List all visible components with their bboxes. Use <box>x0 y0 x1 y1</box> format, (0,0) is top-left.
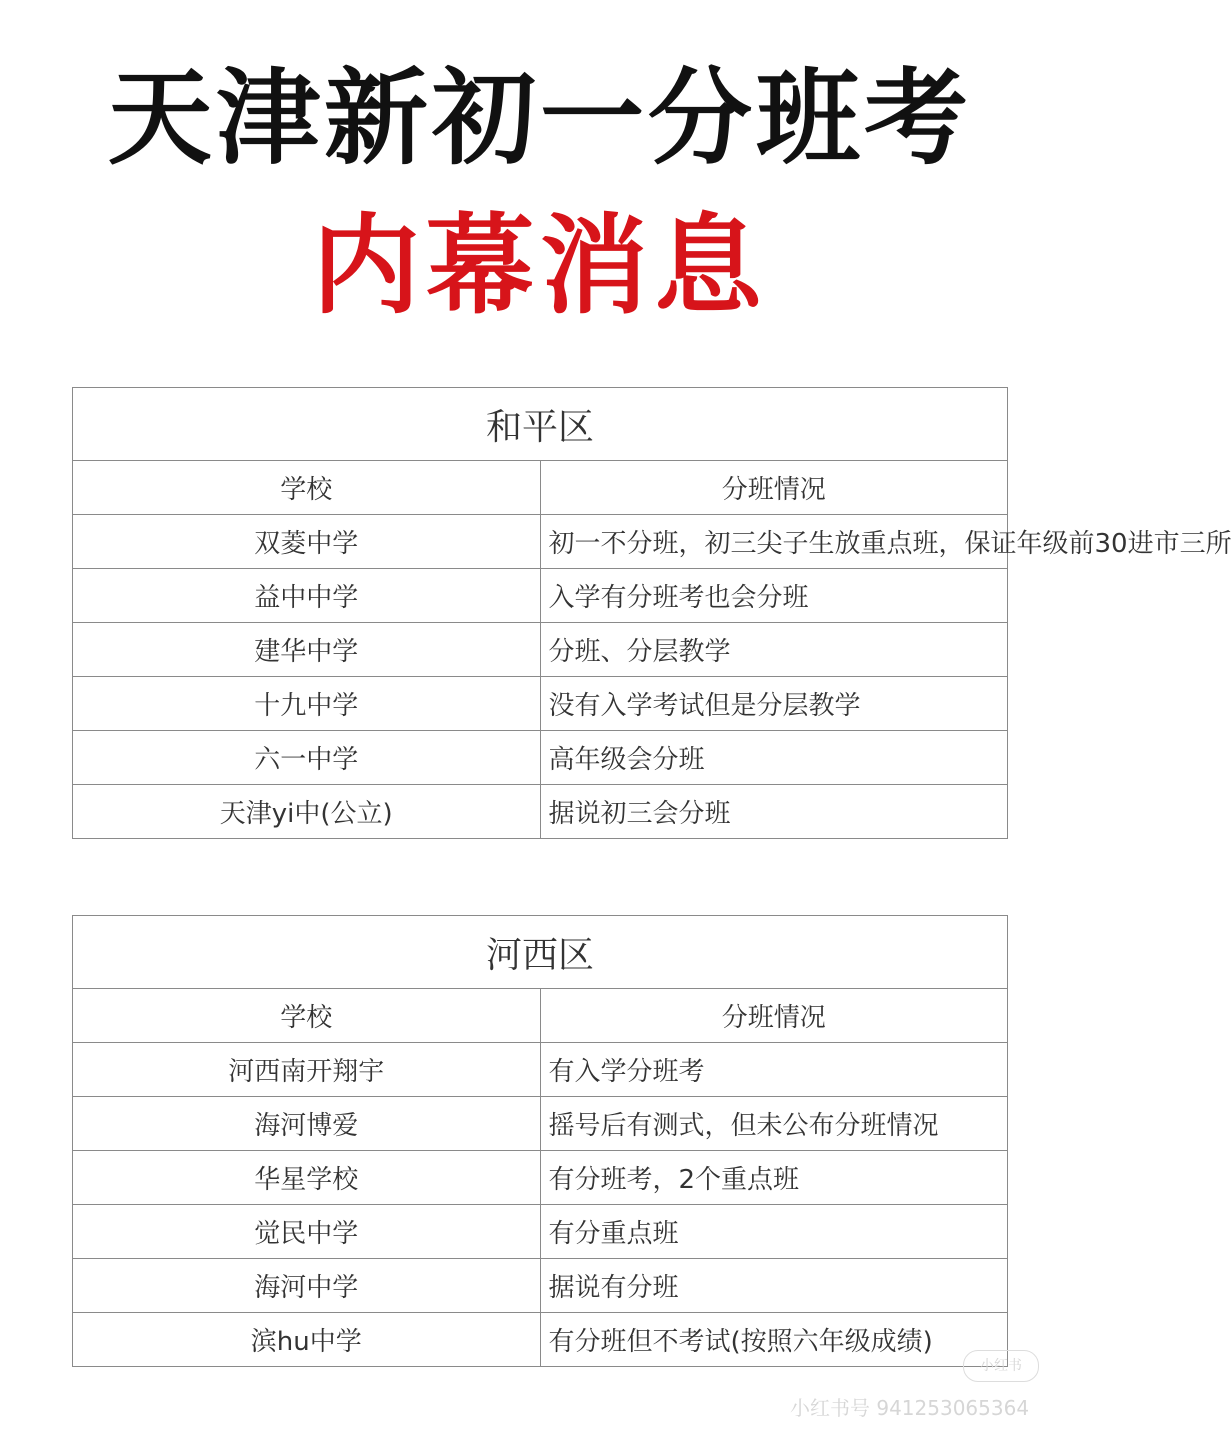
school-cell: 双菱中学 <box>73 515 541 569</box>
column-header-info: 分班情况 <box>540 461 1008 515</box>
school-cell: 觉民中学 <box>73 1205 541 1259</box>
table-row <box>73 1313 1008 1367</box>
column-header-info: 分班情况 <box>540 989 1008 1043</box>
table-row <box>73 1097 1008 1151</box>
column-header-school: 学校 <box>73 461 541 515</box>
school-cell: 滨hu中学 <box>73 1313 541 1367</box>
page-title: 天津新初一分班考 <box>107 57 972 179</box>
table-row <box>73 1151 1008 1205</box>
watermark-logo: 小红书 <box>963 1350 1039 1382</box>
table-row <box>73 677 1008 731</box>
info-cell: 有分重点班 <box>540 1205 1008 1259</box>
info-cell: 高年级会分班 <box>540 731 1008 785</box>
district-name: 河西区 <box>73 916 1008 989</box>
school-cell: 海河中学 <box>73 1259 541 1313</box>
info-cell: 据说初三会分班 <box>540 785 1008 839</box>
table-row <box>73 1043 1008 1097</box>
hexi-district-table <box>72 915 1008 1367</box>
table-row <box>73 623 1008 677</box>
school-cell: 华星学校 <box>73 1151 541 1205</box>
info-cell: 入学有分班考也会分班 <box>540 569 1008 623</box>
school-cell: 天津yi中(公立) <box>73 785 541 839</box>
table-row <box>73 515 1008 569</box>
column-header-school: 学校 <box>73 989 541 1043</box>
table-row <box>73 785 1008 839</box>
info-cell: 有分班但不考试(按照六年级成绩) <box>540 1313 1008 1367</box>
table-row <box>73 1259 1008 1313</box>
page-subtitle: 内幕消息 <box>311 204 768 329</box>
info-cell: 有入学分班考 <box>540 1043 1008 1097</box>
info-cell: 摇号后有测式，但未公布分班情况 <box>540 1097 1008 1151</box>
school-cell: 建华中学 <box>73 623 541 677</box>
info-cell: 初一不分班，初三尖子生放重点班，保证年级前30进市三所 <box>540 515 1008 569</box>
info-cell: 没有入学考试但是分层教学 <box>540 677 1008 731</box>
info-cell: 分班、分层教学 <box>540 623 1008 677</box>
school-cell: 十九中学 <box>73 677 541 731</box>
school-cell: 河西南开翔宇 <box>73 1043 541 1097</box>
info-cell: 有分班考，2个重点班 <box>540 1151 1008 1205</box>
table-row <box>73 731 1008 785</box>
table-row <box>73 1205 1008 1259</box>
info-cell: 据说有分班 <box>540 1259 1008 1313</box>
district-name: 和平区 <box>73 388 1008 461</box>
school-cell: 益中中学 <box>73 569 541 623</box>
watermark-id: 小红书号 941253065364 <box>790 1396 1030 1420</box>
heping-district-table <box>72 387 1232 839</box>
school-cell: 海河博爱 <box>73 1097 541 1151</box>
school-cell: 六一中学 <box>73 731 541 785</box>
table-row <box>73 569 1008 623</box>
